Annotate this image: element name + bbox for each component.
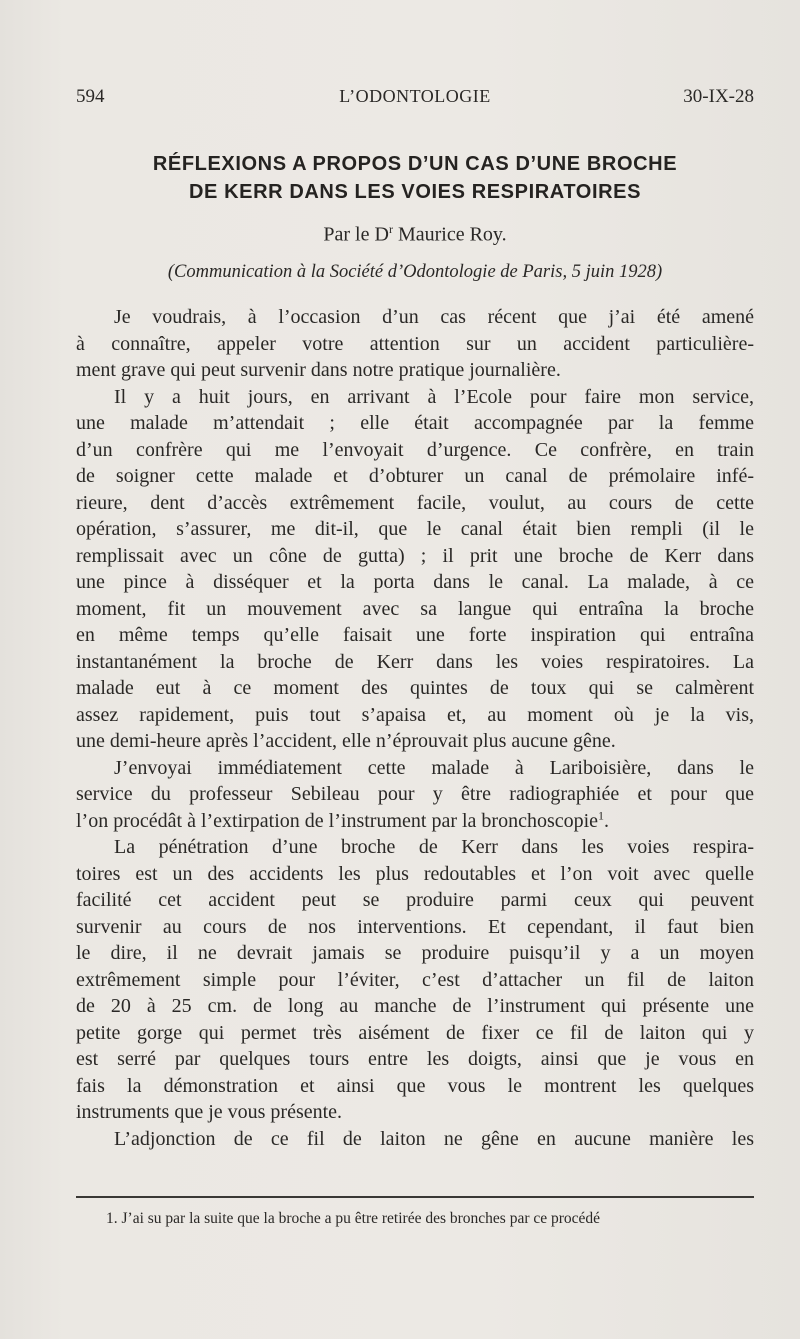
- body-line: [76, 543, 754, 570]
- body-line-text: une malade m’attendait ; elle était accompagnée par la femme: [76, 412, 754, 434]
- body-line: [76, 516, 754, 543]
- journal-title: L’ODONTOLOGIE: [339, 86, 491, 106]
- body-line-text: de 20 à 25 cm. de long au manche de l’instrument qui présente une: [76, 995, 754, 1017]
- body-line-text: fais la démonstration et ainsi que vous le montrent les quelques: [76, 1074, 754, 1097]
- footnote-divider: [76, 1196, 754, 1198]
- body-line: [76, 1020, 754, 1047]
- body-line-text: l’on procédât à l’extirpation de l’instrument par la bronchoscopie: [76, 809, 599, 832]
- body-line-text: une demi-heure après l’accident, elle n’éprouvait plus aucune gêne.: [76, 730, 616, 752]
- body-line-text: remplissait avec un cône de gutta) ; il prit une broche de Kerr dans: [76, 544, 754, 567]
- body-line-text: La pénétration d’une broche de Kerr dans les voies respira-: [114, 836, 754, 858]
- body-line-text: survenir au cours de nos interventions. Et cependant, il faut bien: [76, 915, 754, 938]
- body-line-text: Il y a huit jours, en arrivant à l’Ecole pour faire mon service,: [114, 385, 754, 408]
- body-line-text: petite gorge qui permet très aisément de fixer ce fil de laiton qui y: [76, 1021, 754, 1044]
- body-line-text: toires est un des accidents les plus redoutables et l’on voit avec quelle: [76, 862, 754, 885]
- body-line: [76, 622, 754, 649]
- body-line: [76, 967, 754, 994]
- issue-date: 30-IX-28: [683, 86, 754, 107]
- body-line: [76, 569, 754, 596]
- article-subtitle: (Communication à la Société d’Odontologie de Paris, 5 juin 1928): [167, 262, 663, 282]
- body-line: [76, 914, 754, 941]
- body-line-text: L’adjonction de ce fil de laiton ne gêne en aucune manière les: [114, 1127, 754, 1150]
- body-line: [76, 331, 754, 358]
- body-line-text: facilité cet accident peut se produire parmi ceux qui peuvent: [76, 889, 754, 911]
- body-line: [76, 384, 754, 411]
- body-line: [76, 1126, 754, 1153]
- article-title-line: RÉFLEXIONS A PROPOS D’UN CAS D’UNE BROCHE: [152, 153, 678, 175]
- body-line: [76, 1046, 754, 1073]
- body-line: [76, 596, 754, 623]
- article-title-line: DE KERR DANS LES VOIES RESPIRATOIRES: [188, 181, 642, 203]
- body-line: [76, 728, 754, 755]
- body-line: [76, 993, 754, 1020]
- body-line-text: opération, s’assurer, me dit-il, que le canal était bien rempli (il le: [76, 518, 754, 540]
- body-line: [76, 410, 754, 437]
- byline-title-superscript: r: [388, 222, 393, 236]
- body-line-text: extrêmement simple pour l’éviter, c’est d’attacher un fil de laiton: [76, 968, 754, 991]
- body-line-text: Je voudrais, à l’occasion d’un cas récent que j’ai été amené: [114, 306, 754, 328]
- body-line: [76, 861, 754, 888]
- body-line-punctuation: .: [604, 809, 610, 832]
- body-line-text: en même temps qu’elle faisait une forte inspiration qui entraîna: [76, 624, 754, 646]
- body-line-text: une pince à disséquer et la porta dans le canal. La malade, à ce: [76, 571, 754, 593]
- body-line-text: ment grave qui peut survenir dans notre pratique journalière.: [76, 359, 561, 381]
- body-line: [76, 781, 754, 808]
- author-byline: [76, 222, 754, 247]
- body-line: [76, 649, 754, 676]
- byline-prefix: Par le D: [323, 223, 389, 246]
- body-line: [76, 304, 754, 331]
- body-line: [76, 437, 754, 464]
- page-number: 594: [76, 86, 105, 107]
- body-line-text: moment, fit un mouvement avec sa langue qui entraîna la broche: [76, 597, 754, 620]
- body-line: [76, 755, 754, 782]
- running-header: [76, 86, 754, 116]
- footnote: 1. J’ai su par la suite que la broche a pu être retirée des bronches par ce procédé: [106, 1210, 601, 1227]
- body-line-text: malade eut à ce moment des quintes de toux qui se calmèrent: [76, 677, 754, 699]
- body-text: [76, 304, 754, 1152]
- author-name: Maurice Roy.: [392, 223, 507, 246]
- body-line: [76, 808, 754, 835]
- body-line: [76, 887, 754, 914]
- body-line: [76, 834, 754, 861]
- footnote-reference: 1: [598, 807, 605, 822]
- body-line-text: à connaître, appeler votre attention sur un accident particulière-: [76, 332, 754, 355]
- body-line-text: assez rapidement, puis tout s’apaisa et, au moment où je la vis,: [76, 703, 754, 726]
- body-line: [76, 675, 754, 702]
- body-line-text: rieure, dent d’accès extrêmement facile, voulut, au cours de cette: [76, 491, 754, 514]
- body-line-text: d’un confrère qui me l’envoyait d’urgence. Ce confrère, en train: [76, 438, 754, 461]
- body-line: [76, 1073, 754, 1100]
- body-line: [76, 1099, 754, 1126]
- body-line: [76, 490, 754, 517]
- body-line: [76, 463, 754, 490]
- body-line: [76, 357, 754, 384]
- body-line-text: instantanément la broche de Kerr dans les voies respiratoires. La: [76, 650, 754, 673]
- article-title: [76, 150, 754, 206]
- body-line-text: instruments que je vous présente.: [76, 1101, 343, 1123]
- body-line-text: de soigner cette malade et d’obturer un canal de prémolaire infé-: [76, 465, 754, 487]
- body-line: [76, 940, 754, 967]
- body-line-text: J’envoyai immédiatement cette malade à Lariboisière, dans le: [114, 756, 754, 779]
- body-line: [76, 702, 754, 729]
- body-line-text: est serré par quelques tours entre les doigts, ainsi que je vous en: [76, 1048, 754, 1070]
- body-line-text: service du professeur Sebileau pour y être radiographiée et pour que: [76, 783, 754, 805]
- body-line-text: le dire, il ne devrait jamais se produire puisqu’il y a un moyen: [76, 942, 754, 964]
